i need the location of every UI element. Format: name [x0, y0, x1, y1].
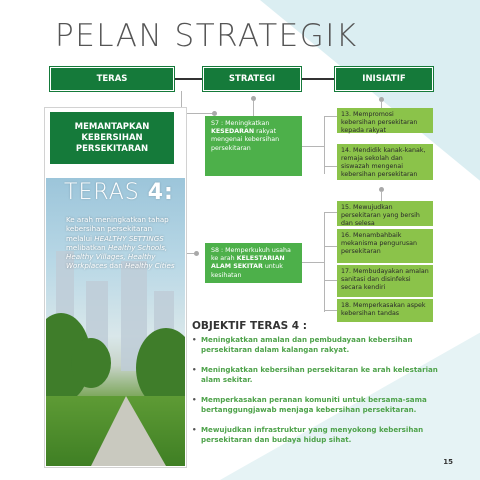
objektif-title: OBJEKTIF TERAS 4 : — [192, 320, 307, 332]
page-title: PELAN STRATEGIK — [55, 18, 358, 54]
connector-line — [324, 280, 337, 281]
connector-line — [324, 116, 337, 117]
header-inisiatif: INISIATIF — [335, 67, 433, 91]
initiative-16: 16. Menambahbaik mekanisma pengurusan persekitaran — [337, 229, 433, 263]
connector-dot — [194, 251, 199, 256]
connector-line — [324, 166, 337, 167]
objektif-item: • Meningkatkan amalan dan pembudayaan kebersihan persekitaran dalam kalangan rakyat. — [192, 335, 454, 355]
header-teras: TERAS — [50, 67, 174, 91]
connector-line — [324, 212, 337, 213]
objektif-item: • Mewujudkan infrastruktur yang menyokong kebersihan persekitaran dan budaya hidup sihat. — [192, 425, 454, 445]
connector-line — [302, 146, 324, 147]
initiative-17: 17. Membudayakan amalan sanitasi dan disinfeksi secara kendiri — [337, 265, 433, 297]
initiative-14: 14. Mendidik kanak-kanak, remaja sekolah dan siswazah mengenai kebersihan persekitaran — [337, 144, 433, 180]
teras-heading: TERAS 4: — [64, 180, 174, 205]
connector-line — [324, 310, 337, 311]
objektif-list — [192, 335, 454, 455]
teras-description: Ke arah meningkatkan tahap kebersihan persekitaran melalui HEALTHY SETTINGS melibatkan Healthy Schools, Healthy Villages, Healthy Workplaces dan Healthy Cities — [66, 215, 175, 271]
initiative-13: 13. Mempromosi kebersihan persekitaran kepada rakyat — [337, 108, 433, 133]
strategy-s7: S7 : Meningkatkan KESEDARAN rakyat mengenai kebersihan persekitaran — [205, 116, 302, 176]
connector-line — [253, 101, 254, 116]
objektif-item: • Meningkatkan kebersihan persekitaran ke arah kelestarian alam sekitar. — [192, 365, 454, 385]
initiative-15: 15. Mewujudkan persekitaran yang bersih dan selesa — [337, 201, 433, 226]
header-strategi: STRATEGI — [203, 67, 301, 91]
connector-line — [324, 212, 325, 312]
page-number: 15 — [443, 458, 453, 466]
strategy-s8: S8 : Memperkukuh usaha ke arah KELESTARIAN ALAM SEKITAR untuk kesihatan — [205, 243, 302, 283]
teras-box: MEMANTAPKAN KEBERSIHAN PERSEKITARAN — [50, 112, 174, 164]
connector-line — [302, 262, 324, 263]
initiative-18: 18. Memperkasakan aspek kebersihan tandas — [337, 299, 433, 322]
objektif-item: • Memperkasakan peranan komuniti untuk bersama-sama bertanggungjawab menjaga kebersihan persekitaran. — [192, 395, 454, 415]
connector-line — [381, 191, 382, 201]
connector-line — [324, 246, 337, 247]
